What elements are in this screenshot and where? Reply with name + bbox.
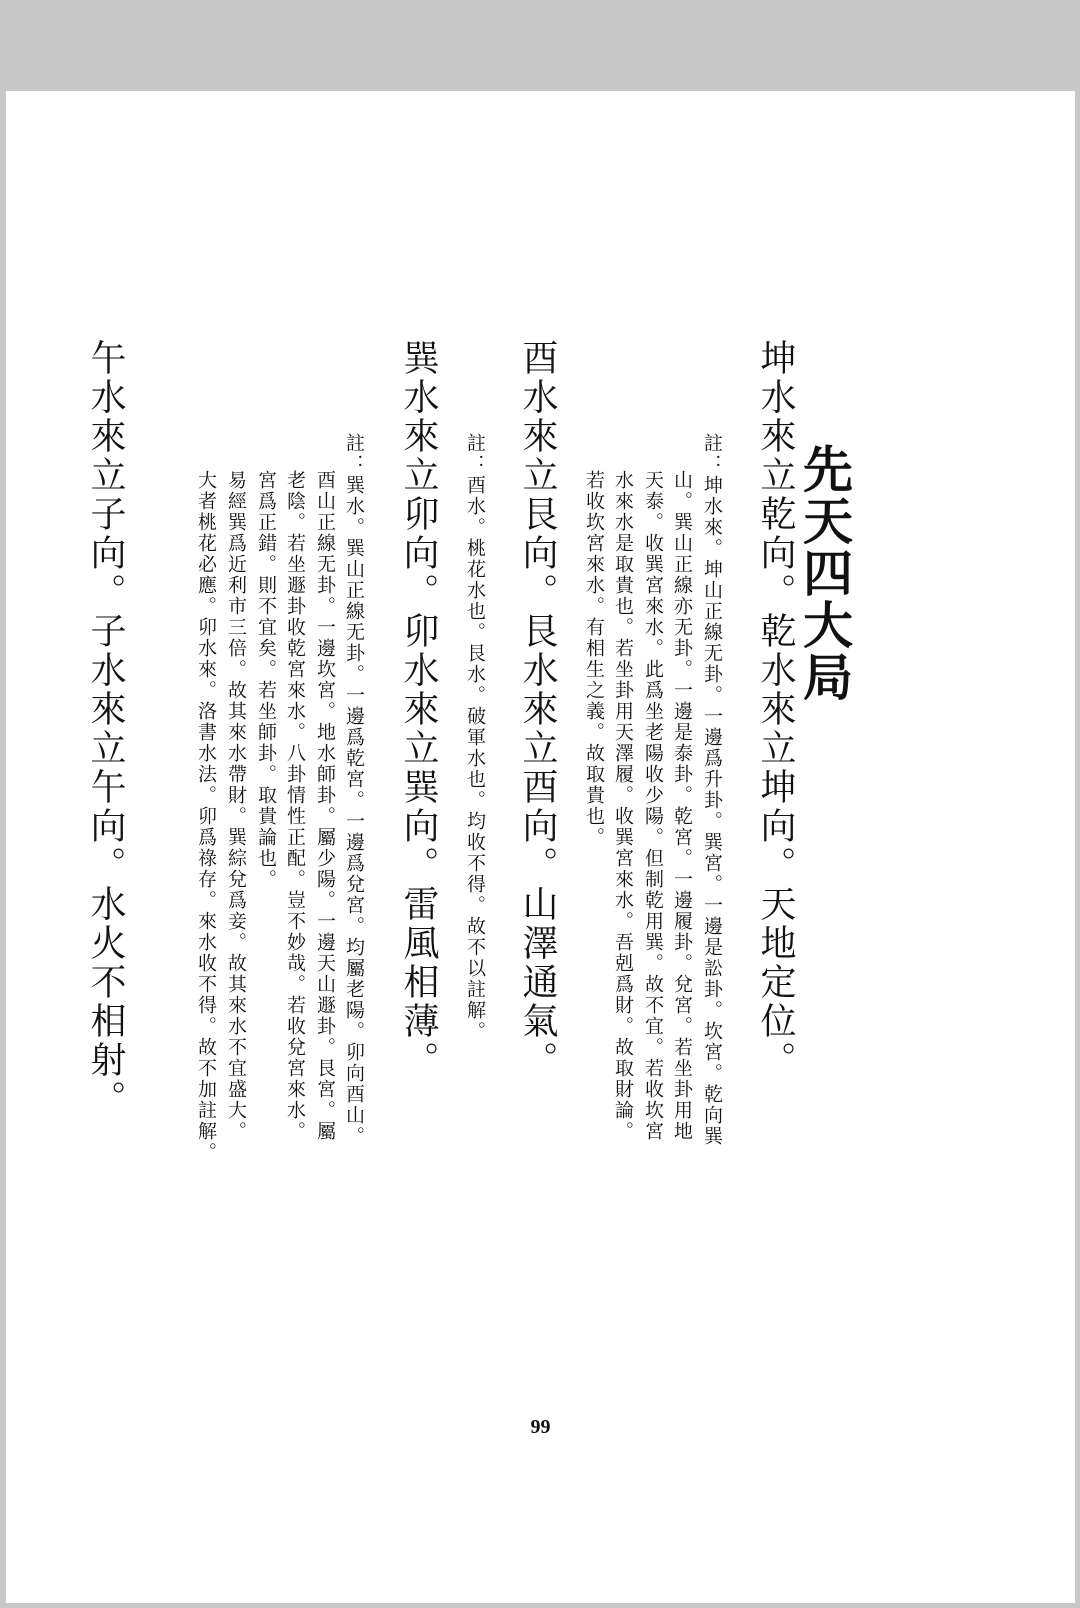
section-heading-4: 午水來立子向。子水來立午向。水火不相射。 bbox=[85, 339, 126, 1119]
section-note-1-line-4: 水來水是取貴也。若坐卦用天澤履。收巽宮來水。吾剋爲財。故取財論。 bbox=[612, 470, 634, 1142]
section-note-2-line-1: 註：酉水。桃花水也。艮水。破軍水也。均收不得。故不以註解。 bbox=[464, 433, 486, 1042]
section-heading-1: 坤水來立乾向。乾水來立坤向。天地定位。 bbox=[755, 339, 796, 1080]
section-note-3-line-5: 易經巽爲近利市三倍。故其來水帶財。巽綜兌爲妾。故其來水不宜盛大。 bbox=[225, 470, 247, 1142]
section-note-3-line-2: 酉山正線无卦。一邊坎宮。地水師卦。屬少陽。一邊天山遯卦。艮宮。屬 bbox=[314, 470, 336, 1142]
section-note-3-line-6: 大者桃花必應。卯水來。洛書水法。卯爲祿存。來水收不得。故不加註解。 bbox=[195, 470, 217, 1163]
section-note-3-line-3: 老陰。若坐遯卦收乾宮來水。八卦情性正配。豈不妙哉。若收兌宮來水。 bbox=[284, 470, 306, 1142]
page-title: 先天四大局 bbox=[795, 443, 854, 703]
book-page bbox=[6, 91, 1075, 1603]
section-note-1-line-5: 若收坎宮來水。有相生之義。故取貴也。 bbox=[583, 470, 605, 848]
page-number: 99 bbox=[530, 1416, 551, 1438]
section-note-1-line-1: 註：坤水來。坤山正線无卦。一邊爲升卦。巽宮。一邊是訟卦。坎宮。乾向巽 bbox=[701, 433, 723, 1147]
section-note-3-line-1: 註：巽水。巽山正線无卦。一邊爲乾宮。一邊爲兌宮。均屬老陽。卯向酉山。 bbox=[343, 433, 365, 1147]
section-heading-2: 酉水來立艮向。艮水來立酉向。山澤通氣。 bbox=[517, 339, 558, 1080]
section-note-1-line-3: 天泰。收巽宮來水。此爲坐老陽收少陽。但制乾用巽。故不宜。若收坎宮 bbox=[642, 470, 664, 1142]
section-note-1-line-2: 山。巽山正線亦无卦。一邊是泰卦。乾宮。一邊履卦。兌宮。若坐卦用地 bbox=[671, 470, 693, 1142]
section-heading-3: 巽水來立卯向。卯水來立巽向。雷風相薄。 bbox=[398, 339, 439, 1080]
section-note-3-line-4: 宮爲正錯。則不宜矣。若坐師卦。取貴論也。 bbox=[255, 470, 277, 890]
